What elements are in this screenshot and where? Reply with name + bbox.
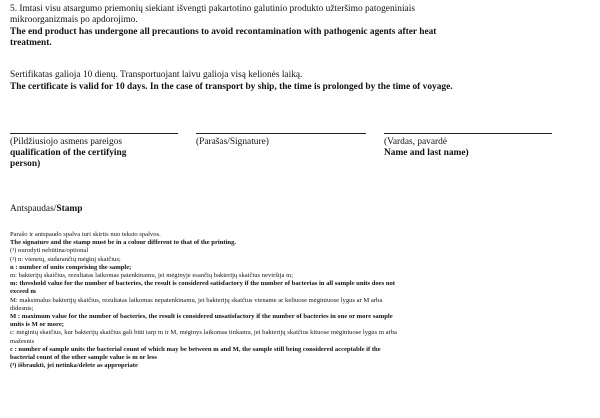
footnote-line: M: maksimalus bakterijų skaičius, rezultatas laikomas nepatenkinamu, jei bakterijų skaičius viename ar keliuose mėginiuose lygus ar M arba [10, 296, 383, 304]
name-label-en: Name and last name) [384, 148, 469, 158]
footnote-line: didesnis; [10, 304, 34, 312]
footnote-line: c : number of sample units the bacterial count of which may be between m and M, the sample still being considered acceptable if the [10, 345, 381, 353]
footnote-line: m: threshold value for the number of bacteries, the result is considered satisfactory if the number of bacterias in all sample units does not [10, 280, 395, 288]
signature-line-signature [196, 133, 366, 134]
footnote-line: exceed m [10, 288, 36, 296]
certificate-validity-lt: Sertifikatas galioja 10 dienų. Transportuojant laivu galioja visą kelionės laiką. [10, 70, 303, 80]
name-label-lt: (Vardas, pavardė [384, 137, 447, 147]
qualification-label-lt: (Pildžiusiojo asmens pareigos [10, 137, 122, 147]
footnote-line: (²) n: vienetų, sudarančių mėginį skaičius; [10, 255, 121, 263]
signature-line-name [384, 133, 552, 134]
footnote-line: mažesnis [10, 337, 35, 345]
qualification-label-en-1: qualification of the certifying [10, 148, 127, 158]
footnotes [10, 231, 397, 370]
footnote-line: M : maximum value for the number of bacteries, the result is considered unsatisfactory if the number of bacteries in one or more sample [10, 313, 393, 321]
signature-label: (Parašas/Signature) [196, 137, 269, 147]
qualification-label-en-2: person) [10, 159, 41, 169]
signature-line-qualification [10, 133, 178, 134]
section5-lt-line1: 5. Imtasi visu atsargumo priemonių siekiant išvengti pakartotino galutinio produkto užteršimo patogeniniais [10, 4, 415, 14]
footnote-line: c: mėginių skaičius, kur bakterijų skaičius gali būti tarp m ir M, mėginys laikomas tinkamu, jei bakterijų skaičius kituose mėginiuose lygus m arba [10, 329, 397, 337]
footnote-line: bacterial count of the other sample value is m or less [10, 354, 158, 362]
footnote-line: The signature and the stamp must be in a colour different to that of the printing. [10, 239, 237, 247]
section5-en-line2: treatment. [10, 38, 52, 48]
stamp-label [10, 204, 82, 215]
stamp-label-lt: Antspaudas/ [10, 204, 57, 214]
footnote-line: (¹) nurodyti nebūtina/optional [10, 247, 89, 255]
footnote-line: Parašo ir antspaudo spalva turi skirtis nuo teksto spalvos. [10, 231, 161, 238]
footnote-line: m: bakterijų skaičius, rezultatas laikomas patenkinamu, jei mėginyje esančių bakterijų skaičius neviršija m; [10, 272, 294, 280]
footnote-line: units is M or more; [10, 321, 64, 329]
footnote-line: n : number of units comprising the sample; [10, 263, 132, 271]
footnote-line: (³) išbraukti, jei netinka/delete as appropriate [10, 362, 138, 370]
section5-en-line1: The end product has undergone all precautions to avoid recontamination with pathogenic agents after heat [10, 27, 437, 37]
section5-lt-line2: mikroorganizmais po apdorojimo. [10, 15, 138, 25]
certificate-validity-en: The certificate is valid for 10 days. In the case of transport by ship, the time is prolonged by the time of voyage. [10, 82, 453, 92]
stamp-label-en: Stamp [56, 204, 83, 214]
